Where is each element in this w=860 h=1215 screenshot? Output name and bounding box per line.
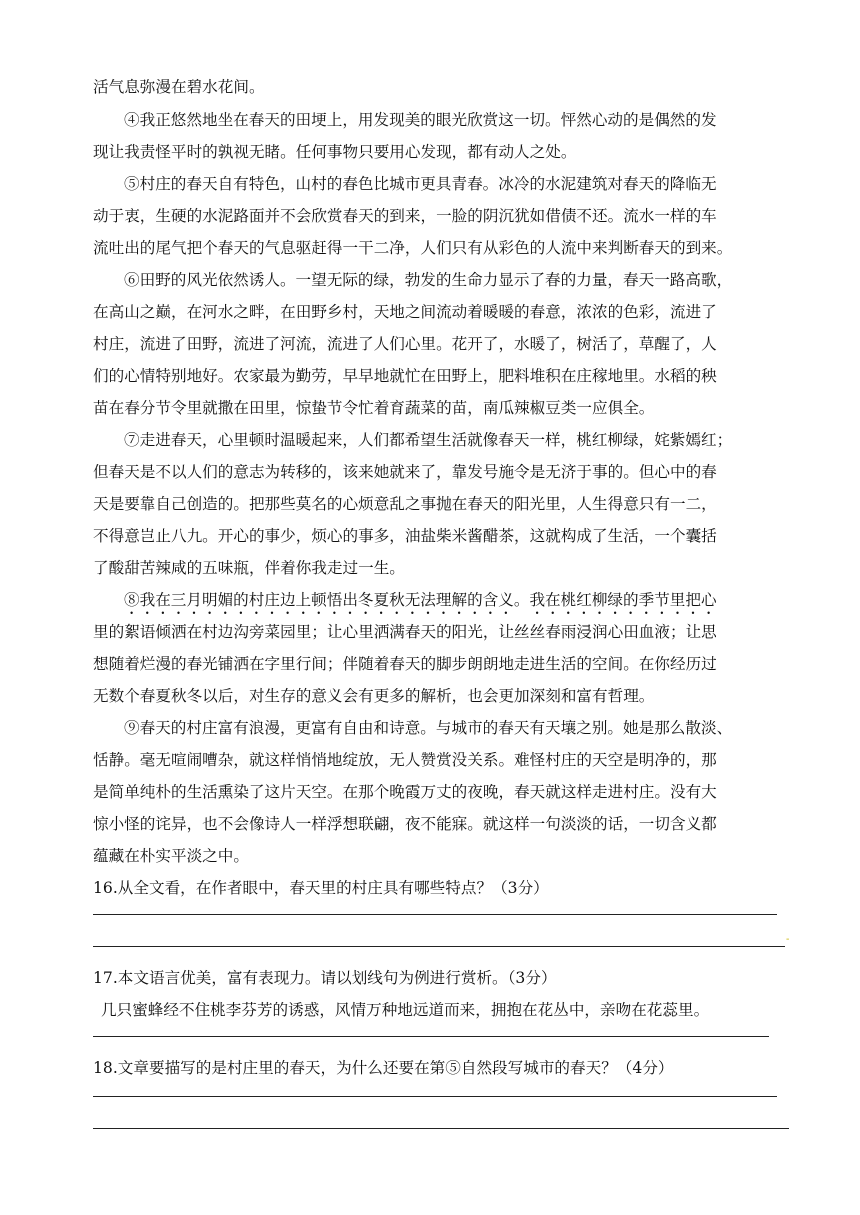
paragraph-7-line: 但春天是不以人们的意志为转移的，该来她就来了，靠发号施令是无济于事的。但心中的春 xyxy=(93,463,717,481)
paragraph-8-line: 无数个春夏秋冬以后，对生存的意义会有更多的解析，也会更加深刻和富有哲理。 xyxy=(93,687,655,705)
stray-mark: - xyxy=(786,934,790,945)
paragraph-4-line: ④我正悠然地坐在春天的田埂上，用发现美的眼光欣赏这一切。怦然心动的是偶然的发 xyxy=(124,111,717,129)
paragraph-6-line: ⑥田野的风光依然诱人。一望无际的绿，勃发的生命力显示了春的力量，春天一路高歌， xyxy=(124,271,733,289)
paragraph-7-line: 天是要靠自己创造的。把那些莫名的心烦意乱之事抛在春天的阳光里，人生得意只有一二， xyxy=(93,495,717,513)
paragraph-line: 活气息弥漫在碧水花间。 xyxy=(93,78,265,96)
underlined-sentence: 几只蜜蜂经不住桃李芬芳的诱惑，风情万种地远道而来，拥抱在花丛中，亲吻在花蕊里。 xyxy=(101,1001,710,1019)
paragraph-9-line: 恬静。毫无喧闹嘈杂，就这样悄悄地绽放，无人赞赏没关系。难怪村庄的天空是明净的，那 xyxy=(93,751,717,769)
paragraph-6-line: 村庄，流进了田野，流进了河流，流进了人们心里。花开了，水暖了，树活了，草醒了，人 xyxy=(93,335,717,353)
paragraph-9-line: 是简单纯朴的生活熏染了这片天空。在那个晚霞万丈的夜晚，春天就这样走进村庄。没有大 xyxy=(93,783,717,801)
paragraph-6-line: 在高山之巅，在河水之畔，在田野乡村，天地之间流动着暖暖的春意，浓浓的色彩，流进了 xyxy=(93,303,717,321)
paragraph-8-line: 想随着烂漫的春光铺洒在字里行间；伴随着春天的脚步朗朗地走进生活的空间。在你经历过 xyxy=(93,655,717,673)
answer-line[interactable] xyxy=(93,1096,777,1097)
question-18: 18.文章要描写的是村庄里的春天，为什么还要在第⑤自然段写城市的春天？（4分） xyxy=(93,1059,674,1077)
paragraph-5-line: ⑤村庄的春天自有特色，山村的春色比城市更具青春。冰冷的水泥建筑对春天的降临无 xyxy=(124,175,717,193)
answer-line[interactable] xyxy=(93,1036,769,1037)
paragraph-8-line-emphasized: ⑧我在三月明媚的村庄边上顿悟出冬夏秋无法理解的含义。我在桃红柳绿的季节里把心 xyxy=(124,591,717,609)
paragraph-5-line: 动于衷，生硬的水泥路面并不会欣赏春天的到来，一脸的阴沉犹如借债不还。流水一样的车 xyxy=(93,207,717,225)
paragraph-9-line: 蕴藏在朴实平淡之中。 xyxy=(93,847,249,865)
paragraph-6-line: 们的心情特别地好。农家最为勤劳，早早地就忙在田野上，肥料堆积在庄稼地里。水稻的秧 xyxy=(93,367,717,385)
answer-line[interactable] xyxy=(93,914,777,915)
question-17: 17.本文语言优美，富有表现力。请以划线句为例进行赏析。（3分） xyxy=(93,969,557,987)
paragraph-9-line: ⑨春天的村庄富有浪漫，更富有自由和诗意。与城市的春天有天壤之别。她是那么散淡、 xyxy=(124,719,733,737)
paragraph-4-line: 现让我责怪平时的孰视无睹。任何事物只要用心发现，都有动人之处。 xyxy=(93,143,577,161)
question-16: 16.从全文看，在作者眼中，春天里的村庄具有哪些特点？（3分） xyxy=(93,879,549,897)
paragraph-6-line: 苗在春分节令里就撒在田里，惊蛰节令忙着育蔬菜的苗，南瓜辣椒豆类一应俱全。 xyxy=(93,399,655,417)
paragraph-7-line: 了酸甜苦辣咸的五味瓶，伴着你我走过一生。 xyxy=(93,559,405,577)
paragraph-9-line: 惊小怪的诧异，也不会像诗人一样浮想联翩，夜不能寐。就这样一句淡淡的话，一切含义都 xyxy=(93,815,717,833)
paragraph-7-line: 不得意岂止八九。开心的事少，烦心的事多，油盐柴米酱醋茶，这就构成了生活，一个囊括 xyxy=(93,527,717,545)
answer-line[interactable] xyxy=(93,946,785,947)
paragraph-7-line: ⑦走进春天，心里顿时温暖起来，人们都希望生活就像春天一样，桃红柳绿，姹紫嫣红； xyxy=(124,431,733,449)
paragraph-5-line: 流吐出的尾气把个春天的气息驱赶得一干二净，人们只有从彩色的人流中来判断春天的到来。 xyxy=(93,239,733,257)
answer-line[interactable] xyxy=(93,1128,789,1129)
paragraph-8-line: 里的絮语倾洒在村边沟旁菜园里；让心里洒满春天的阳光，让丝丝春雨浸润心田血液；让思 xyxy=(93,623,717,641)
